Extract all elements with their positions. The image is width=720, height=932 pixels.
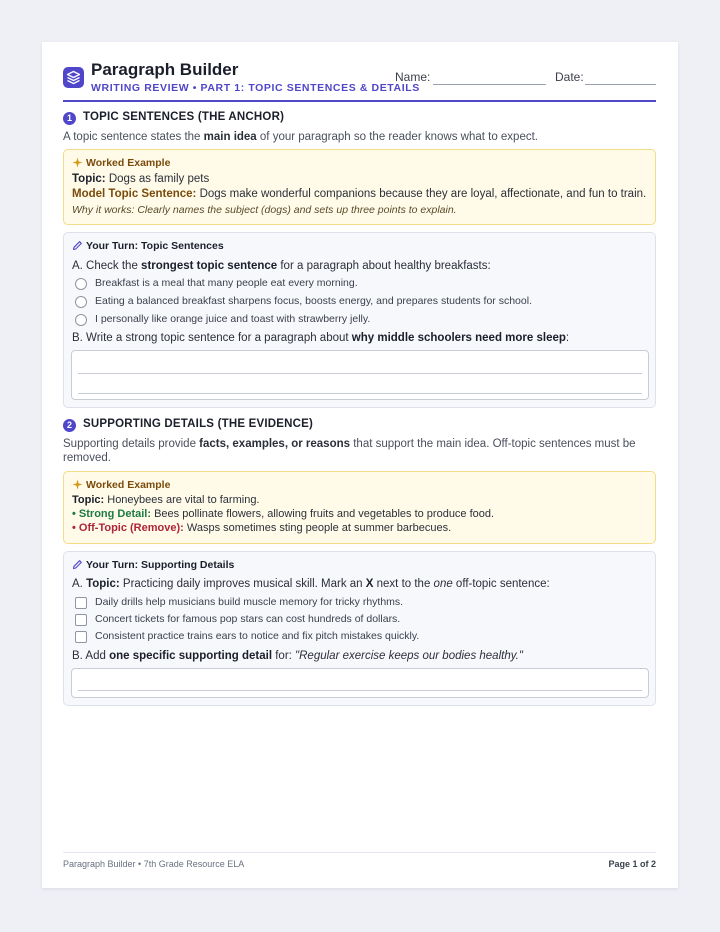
worksheet-page: [42, 42, 678, 888]
sparkle-icon: [72, 479, 83, 490]
section-intro: [63, 130, 643, 144]
option-text: Breakfast is a meal that many people eat every morning.: [95, 277, 358, 289]
question-emphasis: Topic:: [86, 578, 120, 590]
question-emphasis: one: [433, 578, 453, 590]
intro-text: of your paragraph so the reader knows what to expect.: [256, 131, 538, 143]
off-topic-label: • Off-Topic (Remove):: [72, 522, 184, 534]
your-turn-heading: [72, 559, 234, 571]
section-number-badge: 2: [63, 419, 76, 432]
option-text: Consistent practice trains ears to notice and fix pitch mistakes quickly.: [95, 630, 420, 642]
example-strong-detail: [72, 508, 494, 520]
topic-label: Topic:: [72, 494, 105, 506]
checkbox[interactable]: [75, 614, 87, 626]
answer-line: [78, 373, 642, 374]
radio-button[interactable]: [75, 296, 87, 308]
question-emphasis: one specific supporting detail: [109, 650, 273, 662]
date-field[interactable]: [585, 84, 656, 85]
model-label: Model Topic Sentence:: [72, 188, 197, 200]
question-b: [72, 332, 569, 344]
sparkle-icon: [72, 157, 83, 168]
radio-button[interactable]: [75, 278, 87, 290]
checkbox[interactable]: [75, 597, 87, 609]
question-a: [72, 260, 491, 272]
page-subtitle: WRITING REVIEW • PART 1: TOPIC SENTENCES & DETAILS: [91, 82, 420, 94]
worked-example-box: [63, 149, 656, 225]
checkbox[interactable]: [75, 631, 87, 643]
question-a: [72, 578, 550, 590]
question-text: off-topic sentence:: [452, 578, 550, 590]
question-text: B. Write a strong topic sentence for a paragraph about: [72, 332, 352, 344]
section-heading-topic-sentences: [63, 111, 656, 127]
intro-emphasis: main idea: [203, 131, 257, 143]
question-text: next to the: [373, 578, 434, 590]
worked-example-title: Worked Example: [86, 157, 171, 169]
topic-text: Dogs as family pets: [105, 173, 210, 185]
question-text: for a paragraph about healthy breakfasts:: [277, 260, 491, 272]
question-text: :: [565, 332, 570, 344]
worked-example-title: Worked Example: [86, 479, 171, 491]
example-topic: [72, 494, 260, 506]
answer-area[interactable]: [71, 668, 649, 698]
worked-example-heading: [72, 157, 170, 169]
section-title: SUPPORTING DETAILS (THE EVIDENCE): [83, 418, 314, 430]
question-text: B. Add: [72, 650, 110, 662]
question-text: Practicing daily improves musical skill. Mark an: [119, 578, 366, 590]
model-text: Dogs make wonderful companions because they are loyal, affectionate, and fun to train.: [196, 188, 647, 200]
topic-label: Topic:: [72, 173, 106, 185]
option-text: Eating a balanced breakfast sharpens focus, boosts energy, and prepares students for school.: [95, 295, 532, 307]
page-title: Paragraph Builder: [91, 60, 239, 79]
worked-example-box: [63, 471, 656, 544]
intro-text: Supporting details provide: [63, 438, 200, 450]
question-b: [72, 650, 523, 662]
section-intro: [63, 437, 643, 465]
pencil-icon: [72, 240, 83, 251]
date-label: Date:: [555, 70, 584, 84]
strong-detail-label: • Strong Detail:: [72, 508, 152, 520]
off-topic-text: Wasps sometimes sting people at summer barbecues.: [183, 522, 452, 534]
question-text: for:: [272, 650, 296, 662]
option-text: I personally like orange juice and toast with strawberry jelly.: [95, 313, 371, 325]
question-text: A. Check the: [72, 260, 142, 272]
question-quote: "Regular exercise keeps our bodies healthy.": [295, 650, 523, 662]
intro-text: A topic sentence states the: [63, 131, 204, 143]
name-field[interactable]: [433, 84, 546, 85]
your-turn-heading: [72, 240, 224, 252]
your-turn-title: Your Turn: Topic Sentences: [86, 240, 224, 252]
worked-example-heading: [72, 479, 170, 491]
section-heading-supporting-details: [63, 418, 656, 434]
strong-detail-text: Bees pollinate flowers, allowing fruits and vegetables to produce food.: [151, 508, 495, 520]
radio-button[interactable]: [75, 314, 87, 326]
pencil-icon: [72, 559, 83, 570]
section-number-badge: 1: [63, 112, 76, 125]
example-topic: [72, 173, 209, 185]
intro-emphasis: facts, examples, or reasons: [199, 438, 351, 450]
your-turn-box: [63, 232, 656, 408]
example-off-topic: [72, 522, 451, 534]
option-text: Concert tickets for famous pop stars can cost hundreds of dollars.: [95, 613, 401, 625]
question-emphasis: why middle schoolers need more sleep: [351, 332, 566, 344]
section-title: TOPIC SENTENCES (THE ANCHOR): [83, 111, 285, 123]
example-model-sentence: [72, 188, 646, 200]
answer-line: [78, 690, 642, 691]
intro-text: that support the main idea. Off-topic sentences must be: [350, 438, 636, 450]
answer-line: [78, 393, 642, 394]
example-explanation: Why it works: Clearly names the subject (dogs) and sets up three points to explain.: [72, 204, 457, 216]
your-turn-box: [63, 551, 656, 706]
option-text: Daily drills help musicians build muscle memory for tricky rhythms.: [95, 596, 404, 608]
topic-text: Honeybees are vital to farming.: [104, 494, 260, 506]
header-divider: [63, 100, 656, 102]
intro-text: removed.: [63, 452, 111, 464]
question-text: A.: [72, 578, 87, 590]
name-label: Name:: [395, 70, 431, 84]
answer-area[interactable]: [71, 350, 649, 400]
your-turn-title: Your Turn: Supporting Details: [86, 559, 235, 571]
footer-left: Paragraph Builder • 7th Grade Resource ELA: [63, 859, 245, 869]
page-number: Page 1 of 2: [608, 859, 656, 869]
footer-divider: [63, 852, 656, 853]
layers-icon: [63, 67, 84, 88]
question-emphasis: X: [365, 578, 374, 590]
question-emphasis: strongest topic sentence: [141, 260, 278, 272]
worksheet-header: [63, 60, 656, 102]
